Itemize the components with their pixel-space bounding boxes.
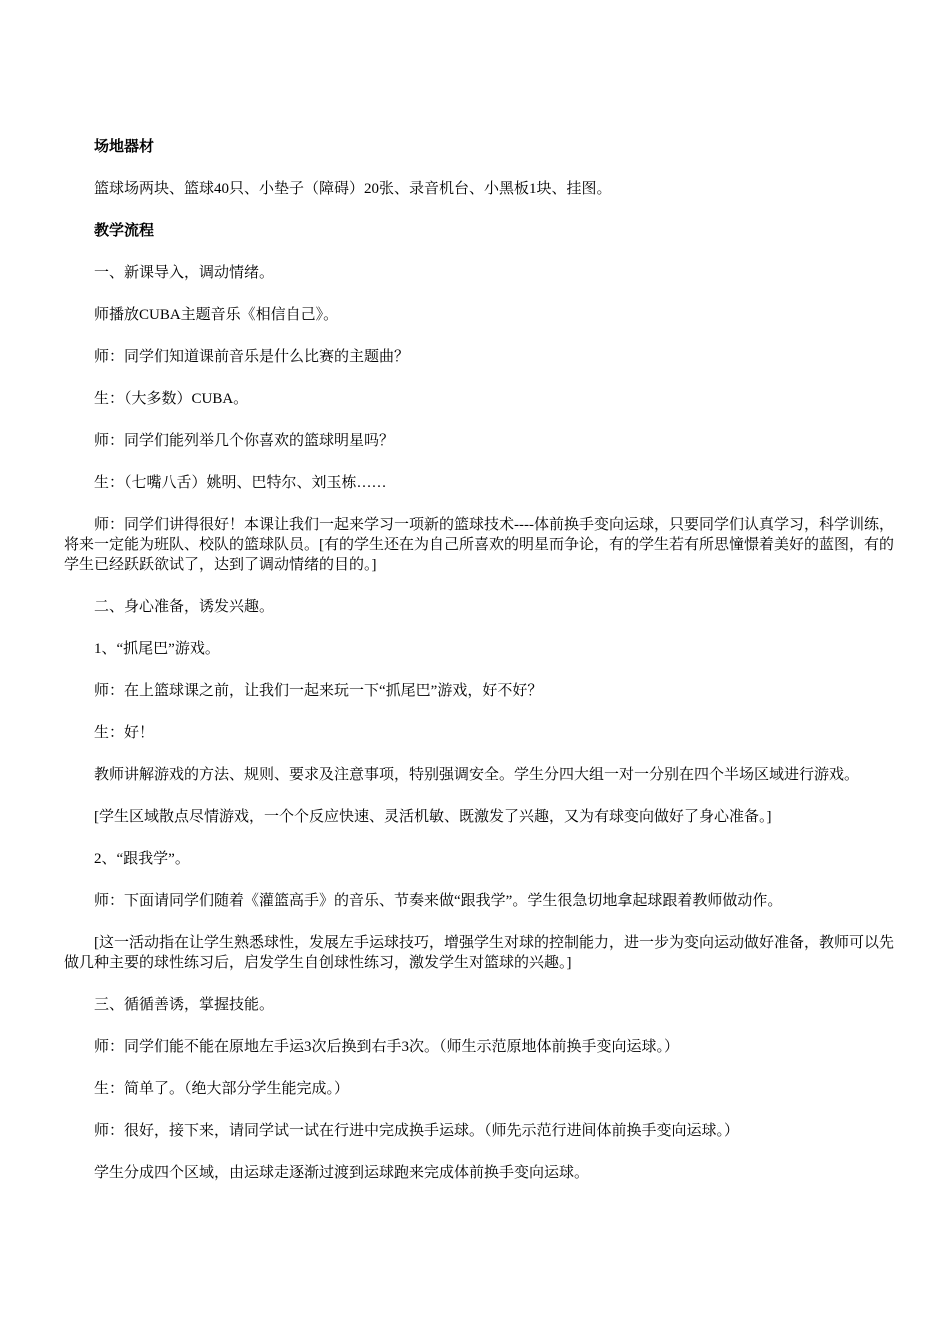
paragraph-long: 教师讲解游戏的方法、规则、要求及注意事项，特别强调安全。学生分四大组一对一分别在四个半场区域进行游戏。 [94,767,860,783]
paragraph: 师：同学们能不能在原地左手运3次后换到右手3次。（师生示范原地体前换手变向运球。） [94,1039,680,1055]
paragraph-part-three-title: 三、循循善诱，掌握技能。 [94,997,275,1013]
paragraph: 1、“抓尾巴”游戏。 [94,641,220,657]
paragraph: 生：简单了。（绝大部分学生能完成。） [94,1081,350,1097]
paragraph-equipment-list: 篮球场两块、篮球40只、小垫子（障碍）20张、录音机台、小黑板1块、挂图。 [94,181,612,197]
paragraph-part-one-title: 一、新课导入，调动情绪。 [94,265,275,281]
paragraph: 生：（大多数）CUBA。 [94,391,249,407]
paragraph: 师：在上篮球课之前，让我们一起来玩一下“抓尾巴”游戏，好不好？ [94,683,543,699]
paragraph-long: 师：同学们讲得很好！本课让我们一起来学习一项新的篮球技术----体前换手变向运球，只要同学们认真学习，科学训练，将来一定能为班队、校队的篮球队员。[有的学生还在为自己所喜欢的明星而争论，有的学生若有所思憧憬着美好的蓝图，有的学生已经跃跃欲试了，达到了调动情绪的目的。] [64,517,895,573]
paragraph: 生：好！ [94,725,155,741]
paragraph: 师播放CUBA主题音乐《相信自己》。 [94,307,339,323]
paragraph: 师：下面请同学们随着《灌篮高手》的音乐、节奏来做“跟我学”。学生很急切地拿起球跟着教师做动作。 [94,893,783,909]
paragraph: 学生分成四个区域，由运球走逐渐过渡到运球跑来完成体前换手变向运球。 [94,1165,590,1181]
paragraph-long: [这一活动指在让学生熟悉球性，发展左手运球技巧，增强学生对球的控制能力，进一步为变向运动做好准备，教师可以先做几种主要的球性练习后，启发学生自创球性练习，激发学生对篮球的兴趣。] [64,935,895,971]
paragraph-part-two-title: 二、身心准备，诱发兴趣。 [94,599,275,615]
paragraph: 生：（七嘴八舌）姚明、巴特尔、刘玉栋…… [94,475,387,491]
paragraph: [学生区域散点尽情游戏，一个个反应快速、灵活机敏、既激发了兴趣，又为有球变向做好了身心准备。] [94,809,772,825]
paragraph: 师：很好，接下来，请同学试一试在行进中完成换手运球。（师先示范行进间体前换手变向运球。） [94,1123,740,1139]
section-heading-venue-equipment: 场地器材 [94,139,155,155]
paragraph: 师：同学们知道课前音乐是什么比赛的主题曲？ [94,349,410,365]
section-heading-teaching-process: 教学流程 [94,223,155,239]
document-body [64,137,894,1205]
paragraph: 2、“跟我学”。 [94,851,190,867]
paragraph: 师：同学们能列举几个你喜欢的篮球明星吗？ [94,433,395,449]
